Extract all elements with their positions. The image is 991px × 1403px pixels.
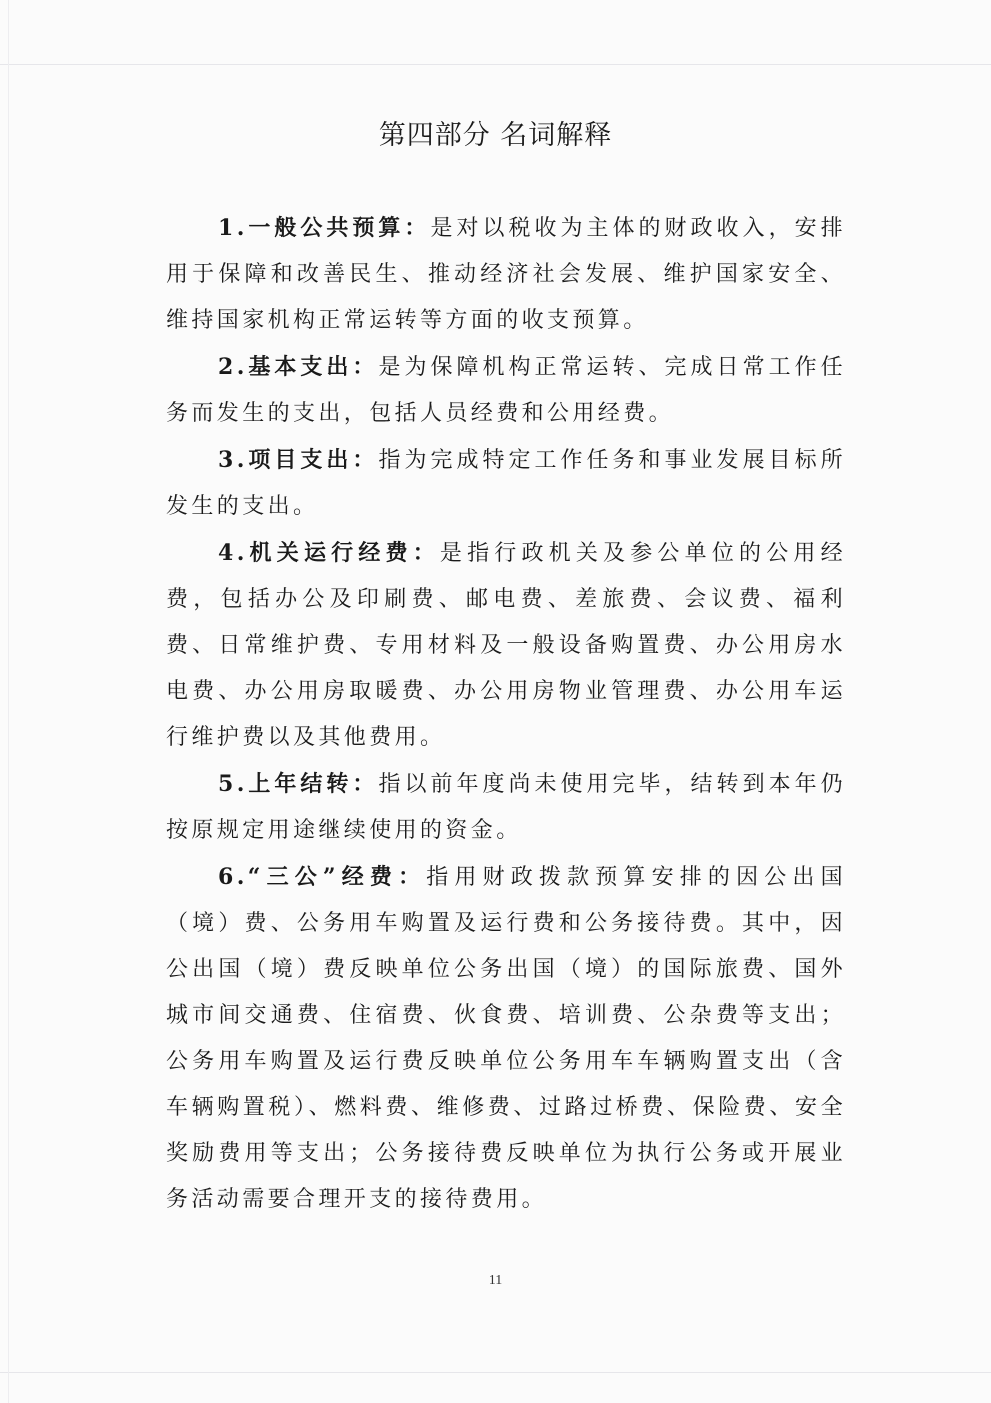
definition-term: 3.项目支出：: [218, 447, 379, 473]
definition-paragraph-6: [166, 854, 846, 1223]
page-number: 11: [488, 1273, 503, 1288]
definition-paragraph-5: [166, 761, 846, 854]
definition-text: 指以前年度尚未使用完毕，结转到本年仍按原规定用途继续使用的资金。: [166, 772, 846, 843]
definition-paragraph-2: [166, 344, 846, 437]
scan-artifact-line-bottom: [0, 1372, 991, 1373]
definition-paragraph-1: [166, 205, 846, 344]
definition-paragraph-3: [166, 437, 846, 530]
definition-text: 是对以税收为主体的财政收入，安排用于保障和改善民生、推动经济社会发展、维护国家安全、维持国家机构正常运转等方面的收支预算。: [166, 216, 846, 333]
definition-term: 5.上年结转：: [218, 771, 379, 797]
definition-text: 是为保障机构正常运转、完成日常工作任务而发生的支出，包括人员经费和公用经费。: [166, 355, 846, 426]
definition-text: 是指行政机关及参公单位的公用经费，包括办公及印刷费、邮电费、差旅费、会议费、福利费、日常维护费、专用材料及一般设备购置费、办公用房水电费、办公用房取暖费、办公用房物业管理费、办公用车运行维护费以及其他费用。: [166, 541, 846, 750]
definition-term: 6.“三公”经费：: [218, 864, 427, 890]
scan-artifact-edge: [8, 0, 9, 1403]
definition-term: 1.一般公共预算：: [218, 215, 431, 241]
scan-artifact-line-top: [0, 64, 991, 65]
definition-term: 2.基本支出：: [218, 354, 379, 380]
definition-paragraph-4: [166, 530, 846, 761]
definitions-body: [166, 205, 846, 1223]
definition-text: 指为完成特定工作任务和事业发展目标所发生的支出。: [166, 448, 846, 519]
definition-term: 4.机关运行经费：: [218, 540, 440, 566]
definition-text: 指用财政拨款预算安排的因公出国（境）费、公务用车购置及运行费和公务接待费。其中，因公出国（境）费反映单位公务出国（境）的国际旅费、国外城市间交通费、住宿费、伙食费、培训费、公杂费等支出；公务用车购置及运行费反映单位公务用车车辆购置支出（含车辆购置税）、燃料费、维修费、过路过桥费、保险费、安全奖励费用等支出；公务接待费反映单位为执行公务或开展业务活动需要合理开支的接待费用。: [166, 865, 846, 1212]
page-title: 第四部分 名词解释: [378, 120, 613, 151]
